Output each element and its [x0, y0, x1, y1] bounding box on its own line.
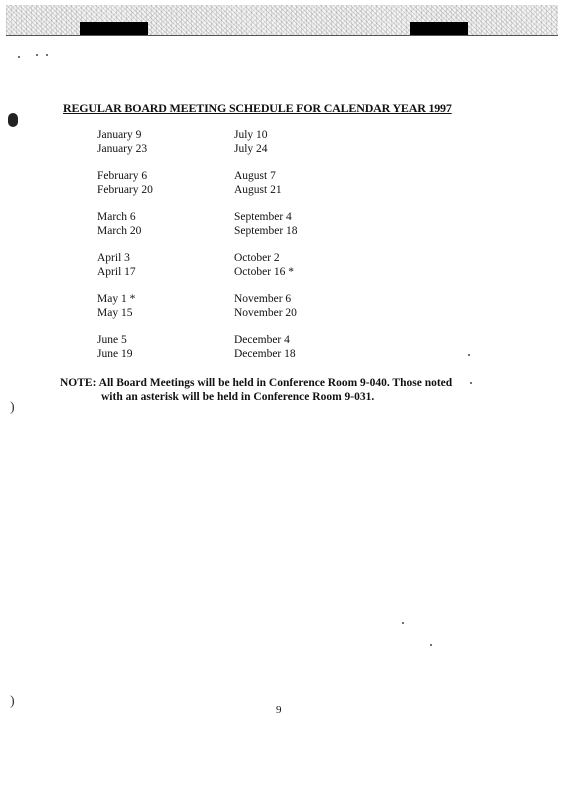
meeting-date: July 24 [234, 143, 268, 155]
meeting-date: August 7 [234, 170, 276, 182]
meeting-date: June 5 [97, 334, 127, 346]
page-number: 9 [276, 704, 282, 716]
scan-speck [46, 54, 48, 56]
meeting-date: February 6 [97, 170, 148, 182]
meeting-date: October 2 [234, 252, 280, 264]
schedule-column-right [234, 128, 298, 374]
schedule-column-left [97, 128, 153, 374]
scan-mark: ) [10, 400, 15, 415]
scan-speck [18, 56, 20, 58]
month-group [97, 333, 153, 361]
meeting-date: April 3 [97, 252, 130, 264]
meeting-date: March 6 [97, 211, 136, 223]
month-group [97, 169, 153, 197]
month-group [97, 128, 153, 156]
header-rule [6, 35, 558, 36]
redaction-block [410, 22, 468, 36]
month-group [234, 251, 298, 279]
meeting-date: March 20 [97, 225, 142, 237]
scan-speck [468, 354, 470, 356]
meeting-date: September 4 [234, 211, 292, 223]
meeting-date: November 6 [234, 293, 292, 305]
redaction-block [80, 22, 148, 36]
month-group [234, 128, 298, 156]
meeting-date: May 1 * [97, 293, 136, 305]
meeting-date: December 18 [234, 348, 296, 360]
meeting-date: January 9 [97, 129, 142, 141]
meeting-date: April 17 [97, 266, 136, 278]
document-title: REGULAR BOARD MEETING SCHEDULE FOR CALENDAR YEAR 1997 [63, 101, 452, 115]
scan-speck [36, 54, 38, 56]
location-note [60, 376, 480, 404]
scan-speck [430, 644, 432, 646]
scan-mark: ) [10, 694, 15, 709]
note-line-2: with an asterisk will be held in Conference Room 9-031. [101, 391, 375, 403]
meeting-date: October 16 * [234, 266, 295, 278]
note-line-1: NOTE: All Board Meetings will be held in Conference Room 9-040. Those noted [60, 377, 453, 389]
meeting-date: February 20 [97, 184, 153, 196]
meeting-date: November 20 [234, 307, 297, 319]
scan-speck [402, 622, 404, 624]
meeting-date: September 18 [234, 225, 298, 237]
month-group [234, 292, 298, 320]
binder-hole-mark [8, 113, 18, 127]
month-group [234, 210, 298, 238]
meeting-date: May 15 [97, 307, 133, 319]
meeting-date: January 23 [97, 143, 148, 155]
meeting-date: July 10 [234, 129, 268, 141]
month-group [97, 210, 153, 238]
month-group [234, 333, 298, 361]
month-group [97, 292, 153, 320]
meeting-date: August 21 [234, 184, 282, 196]
meeting-date: June 19 [97, 348, 133, 360]
meeting-date: December 4 [234, 334, 290, 346]
month-group [97, 251, 153, 279]
month-group [234, 169, 298, 197]
